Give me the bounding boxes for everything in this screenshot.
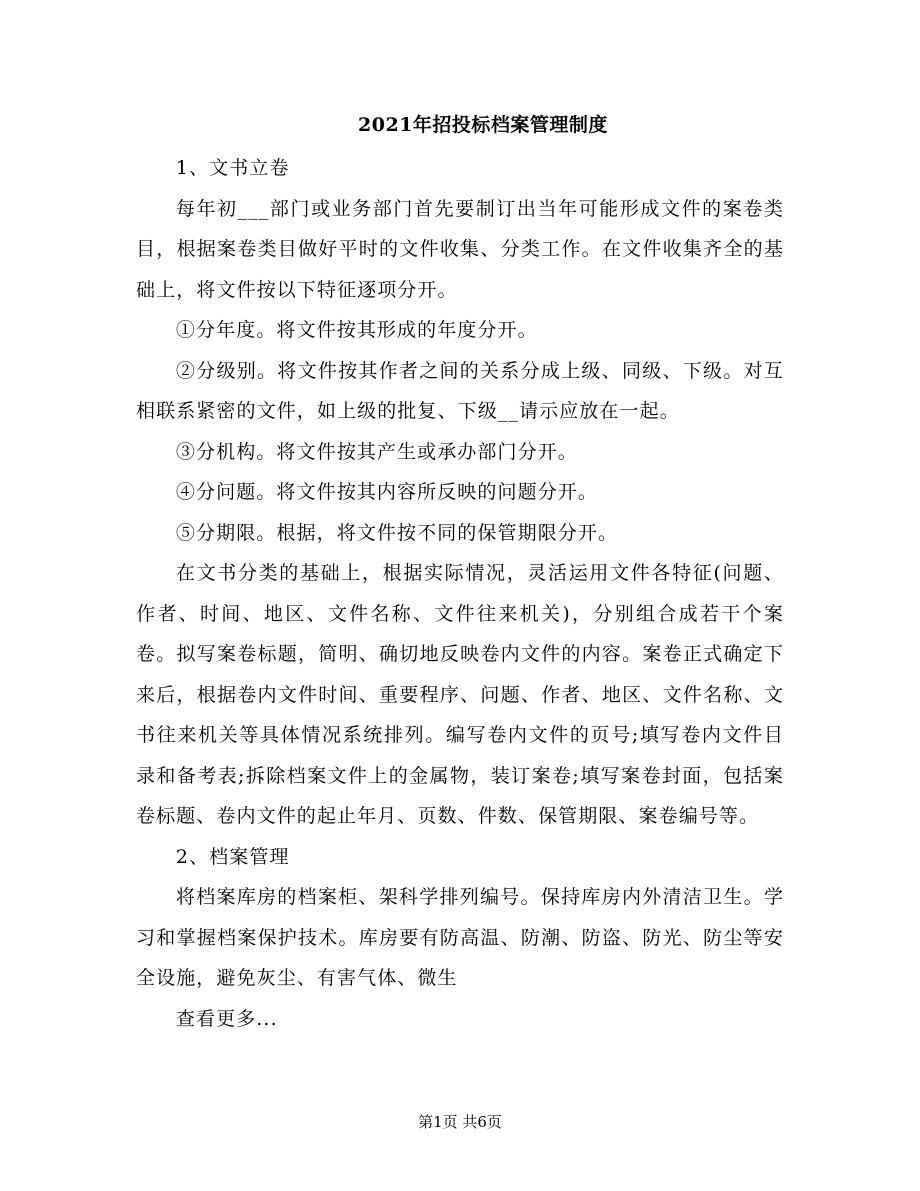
paragraph: 将档案库房的档案柜、架科学排列编号。保持库房内外清洁卫生。学习和掌握档案保护技术。库房要有防高温、防潮、防盗、防光、防尘等安全设施，避免灰尘、有害气体、微生 xyxy=(136,886,784,989)
document-title: 2021年招投标档案管理制度 xyxy=(358,114,608,136)
list-item-level: ②分级别。将文件按其作者之间的关系分成上级、同级、下级。对互相联系紧密的文件，如上级的批复、下级__请示应放在一起。 xyxy=(136,359,784,422)
section-heading-1: 1、文书立卷 xyxy=(175,157,290,179)
paragraph: 每年初___部门或业务部门首先要制订出当年可能形成文件的案卷类目，根据案卷类目做好平时的文件收集、分类工作。在文件收集齐全的基础上，将文件按以下特征逐项分开。 xyxy=(136,197,784,301)
list-item-issue: ④分问题。将文件按其内容所反映的问题分开。 xyxy=(175,481,598,503)
list-item-year: ①分年度。将文件按其形成的年度分开。 xyxy=(175,319,538,341)
paragraph: 在文书分类的基础上，根据实际情况，灵活运用文件各特征(问题、作者、时间、地区、文件名称、文件往来机关)，分别组合成若干个案卷。拟写案卷标题，简明、确切地反映卷内文件的内容。案卷正式确定下来后，根据卷内文件时间、重要程序、问题、作者、地区、文件名称、文书往来机关等具体情况系统排列。编写卷内文件的页号;填写卷内文件目录和备考表;拆除档案文件上的金属物，装订案卷;填写案卷封面，包括案卷标题、卷内文件的起止年月、页数、件数、保管期限、案卷编号等。 xyxy=(136,562,784,827)
view-more-link[interactable]: 查看更多... xyxy=(175,1007,278,1030)
page-number: 第1页 共6页 xyxy=(418,1113,502,1131)
list-item-period: ⑤分期限。根据，将文件按不同的保管期限分开。 xyxy=(175,521,619,544)
document-body xyxy=(136,148,784,1039)
list-item-organization: ③分机构。将文件按其产生或承办部门分开。 xyxy=(175,440,578,463)
section-heading-2: 2、档案管理 xyxy=(175,845,290,868)
